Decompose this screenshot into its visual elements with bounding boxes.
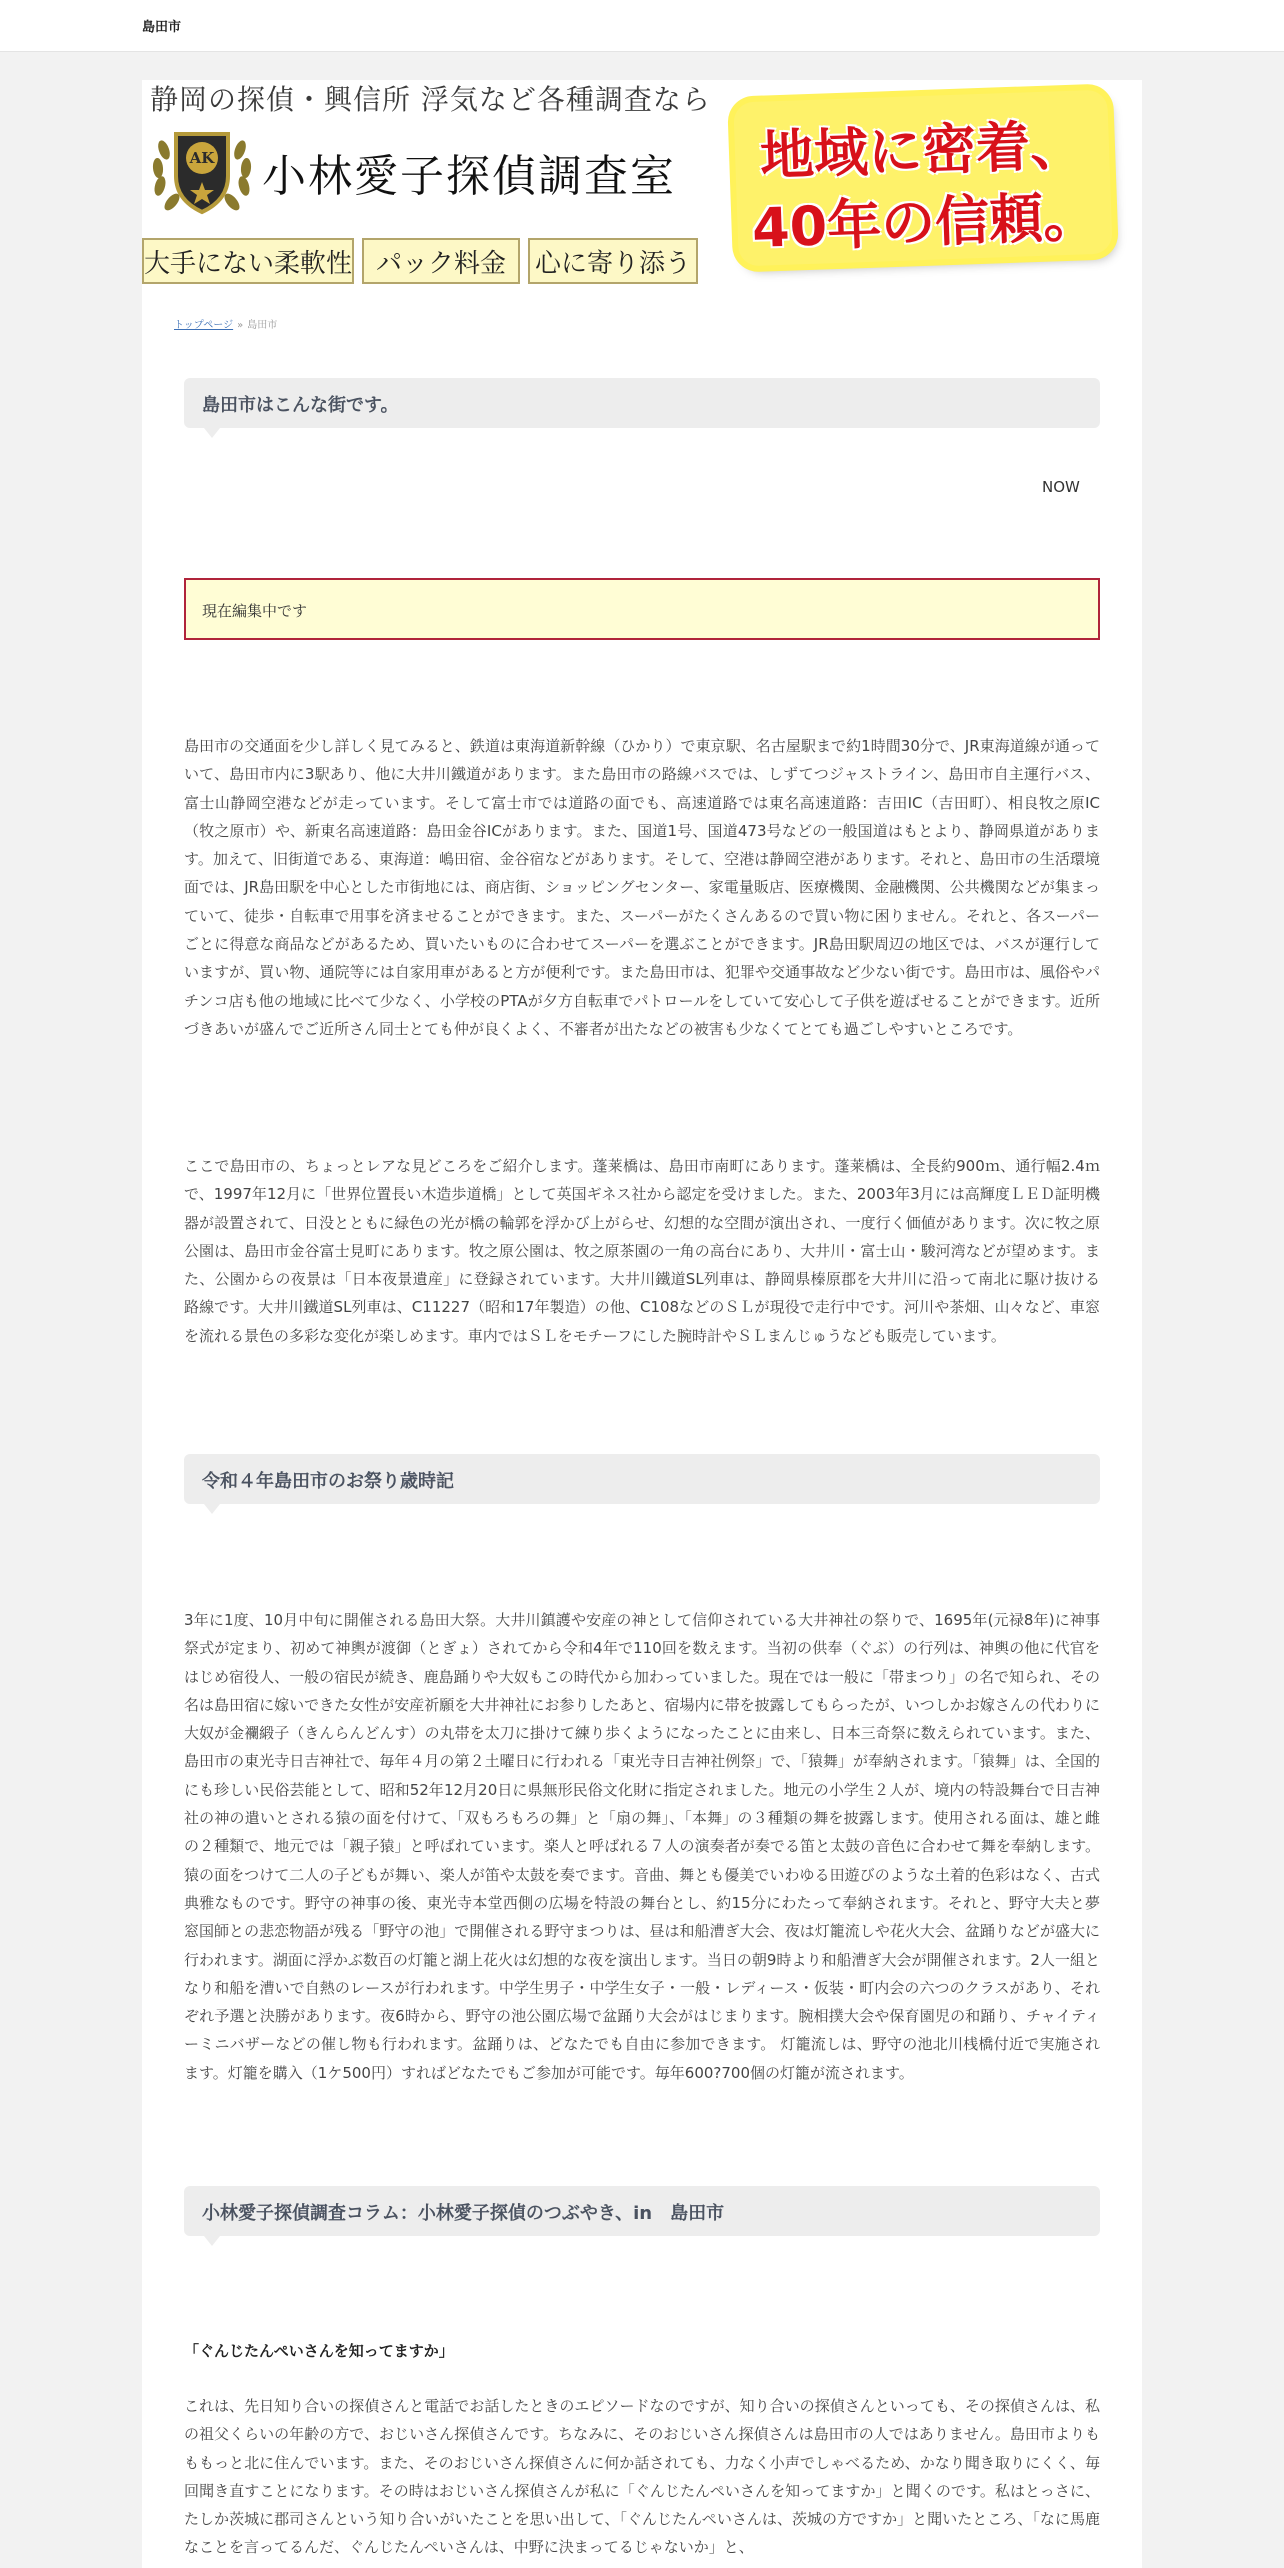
paragraph-transport-living: 島田市の交通面を少し詳しく見てみると、鉄道は東海道新幹線（ひかり）で東京駅、名古屋駅まで約1時間30分で、JR東海道線が通っていて、島田市内に3駅あり、他に大井川鐵道があります。また島田市の路線バスでは、しずてつジャストライン、島田市自主運行バス、富士山静岡空港などが走っています。そして富士市では道路の面でも、高速道路では東名高速道路：吉田IC（吉田町）、相良牧之原IC（牧之原市）や、新東名高速道路：島田金谷ICがあります。また、国道1号、国道473号などの一般国道はもとより、静岡県道があります。加えて、旧街道である、東海道：嶋田宿、金谷宿などがあります。そして、空港は静岡空港があります。それと、島田市の生活環境面では、JR島田駅を中心とした市街地には、商店街、ショッピングセンター、家電量販店、医療機関、金融機関、公共機関などが集まっていて、徒歩・自転車で用事を済ませることができます。また、スーパーがたくさんあるので買い物に困りません。それと、各スーパーごとに得意な商品などがあるため、買いたいものに合わせてスーパーを選ぶことができます。JR島田駅周辺の地区では、バスが運行していますが、買い物、通院等には自家用車があると方が便利です。また島田市は、犯罪や交通事故など少ない街です。島田市は、風俗やパチンコ店も他の地域に比べて少なく、小学校のPTAが夕方自転車でパトロールをしていて安心して子供を遊ばせることができます。近所づきあいが盛んでご近所さん同士とても仲が良くよく、不審者が出たなどの被害も少なくてとても過ごしやすいところです。: [184, 737, 1100, 1038]
breadcrumb-home-link[interactable]: トップページ: [174, 320, 234, 331]
breadcrumb: [174, 316, 277, 331]
header-banner[interactable]: [142, 80, 1142, 290]
ak-emblem-logo: [146, 120, 258, 220]
feature-tag-empathy: 心に寄り添う: [528, 238, 698, 284]
page-content: [142, 80, 1142, 2568]
slogan-line-1: 地域に密着、: [759, 113, 1086, 188]
site-title[interactable]: 島田市: [142, 20, 182, 35]
paragraph-column: これは、先日知り合いの探偵さんと電話でお話したときのエピソードなのですが、知り合いの探偵さんといっても、その探偵さんは、私の祖父くらいの年齢の方で、おじいさん探偵さんです。ちなみに、そのおじいさん探偵さんは島田市の人ではありません。島田市よりもももっと北に住んでいます。また、そのおじいさん探偵さんに何か話されても、力なく小声でしゃべるため、かなり聞き取りにくく、毎回聞き直すことになります。その時はおじいさん探偵さんが私に「ぐんじたんぺいさんを知ってますか」と聞くのです。私はとっさに、たしか茨城に郡司さんという知り合いがいたことを思い出して、「ぐんじたんぺいさんは、茨城の方ですか」と聞いたところ、「なに馬鹿なことを言ってるんだ、ぐんじたんぺいさんは、中野に決まってるじゃないか」と、: [184, 2397, 1100, 2557]
section-heading-column: 小林愛子探偵調査コラム：小林愛子探偵のつぶやき、in 島田市: [184, 2186, 1100, 2236]
slogan-line-2: 40年の信頼。: [750, 184, 1099, 260]
banner-tagline: 静岡の探偵・興信所 浮気など各種調査なら: [150, 83, 711, 116]
site-header-bar: [0, 0, 1284, 52]
breadcrumb-current: 島田市: [247, 320, 278, 331]
feature-tag-package-price: パック料金: [362, 238, 520, 284]
breadcrumb-separator: »: [237, 320, 244, 331]
feature-tag-flexibility: 大手にない柔軟性: [142, 238, 354, 284]
editing-notice: 現在編集中です: [184, 578, 1100, 640]
paragraph-sightseeing: ここで島田市の、ちょっとレアな見どころをご紹介します。蓬莱橋は、島田市南町にあります。蓬莱橋は、全長約900ｍ、通行幅2.4ｍで、1997年12月に「世界位置長い木造歩道橋」として英国ギネス社から認定を受けました。また、2003年3月には高輝度ＬＥＤ証明機器が設置されて、日没とともに緑色の光が橋の輪郭を浮かび上がらせ、幻想的な空間が演出され、一度行く価値があります。次に牧之原公園は、島田市金谷富士見町にあります。牧之原公園は、牧之原茶園の一角の高台にあり、大井川・富士山・駿河湾などが望めます。また、公園からの夜景は「日本夜景遺産」に登録されています。大井川鐵道SL列車は、静岡県榛原郡を大井川に沿って南北に駆け抜ける路線です。大井川鐵道SL列車は、C11227（昭和17年製造）の他、C108などのＳＬが現役で走行中です。河川や茶畑、山々など、車窓を流れる景色の多彩な変化が楽しめます。車内ではＳＬをモチーフにした腕時計やＳＬまんじゅうなども販売しています。: [184, 1157, 1100, 1345]
office-name: 小林愛子探偵調査室: [262, 151, 676, 202]
section-heading-festivals: 令和４年島田市のお祭り歳時記: [184, 1454, 1100, 1504]
now-label: NOW: [1042, 478, 1080, 496]
emblem-letters: AK: [186, 142, 218, 174]
column-lead-question: 「ぐんじたんぺいさんを知ってますか」: [184, 2342, 454, 2360]
slogan-badge: [733, 90, 1112, 267]
section-heading-city-intro: 島田市はこんな街です。: [184, 378, 1100, 428]
paragraph-festivals: 3年に1度、10月中旬に開催される島田大祭。大井川鎮護や安産の神として信仰されている大井神社の祭りで、1695年(元禄8年)に神事祭式が定まり、初めて神輿が渡御（とぎょ）されてから令和4年で110回を数えます。当初の供奉（ぐぶ）の行列は、神輿の他に代官をはじめ宿役人、一般の宿民が続き、鹿島踊りや大奴もこの時代から加わっていました。現在では一般に「帯まつり」の名で知られ、その名は島田宿に嫁いできた女性が安産祈願を大井神社にお参りしたあと、宿場内に帯を披露してもらったが、いつしかお嫁さんの代わりに大奴が金襴緞子（きんらんどんす）の丸帯を太刀に掛けて練り歩くようになったことに由来し、日本三奇祭に数えられています。また、島田市の東光寺日吉神社で、毎年４月の第２土曜日に行われる「東光寺日吉神社例祭」で、「猿舞」が奉納されます。「猿舞」は、全国的にも珍しい民俗芸能として、昭和52年12月20日に県無形民俗文化財に指定されました。地元の小学生２人が、境内の特設舞台で日吉神社の神の遣いとされる猿の面を付けて、「双もろもろの舞」と「扇の舞」、「本舞」の３種類の舞を披露します。使用される面は、雄と雌の２種類で、地元では「親子猿」と呼ばれています。楽人と呼ばれる７人の演奏者が奏でる笛と太鼓の音色に合わせて舞を奉納します。猿の面をつけて二人の子どもが舞い、楽人が笛や太鼓を奏でます。音曲、舞とも優美でいわゆる田遊びのような土着的色彩はなく、古式典雅なものです。野守の神事の後、東光寺本堂西側の広場を特設の舞台とし、約15分にわたって奉納されます。それと、野守大夫と夢窓国師との悲恋物語が残る「野守の池」で開催される野守まつりは、昼は和船漕ぎ大会、夜は灯籠流しや花火大会、盆踊りなどが盛大に行われます。湖面に浮かぶ数百の灯籠と湖上花火は幻想的な夜を演出します。当日の朝9時より和船漕ぎ大会が開催されます。2人一組となり和船を漕いで自熱のレースが行われます。中学生男子・中学生女子・一般・レディース・仮装・町内会の六つのクラスがあり、それぞれ予選と決勝があります。夜6時から、野守の池公園広場で盆踊り大会がはじまります。腕相撲大会や保育園児の和踊り、チャイティーミニバザーなどの催し物も行われます。盆踊りは、どなたでも自由に参加できます。 灯籠流しは、野守の池北川桟橋付近で実施されます。灯籠を購入（1ケ500円）すればどなたでもご参加が可能です。毎年600?700個の灯籠が流されます。: [184, 1611, 1100, 2082]
